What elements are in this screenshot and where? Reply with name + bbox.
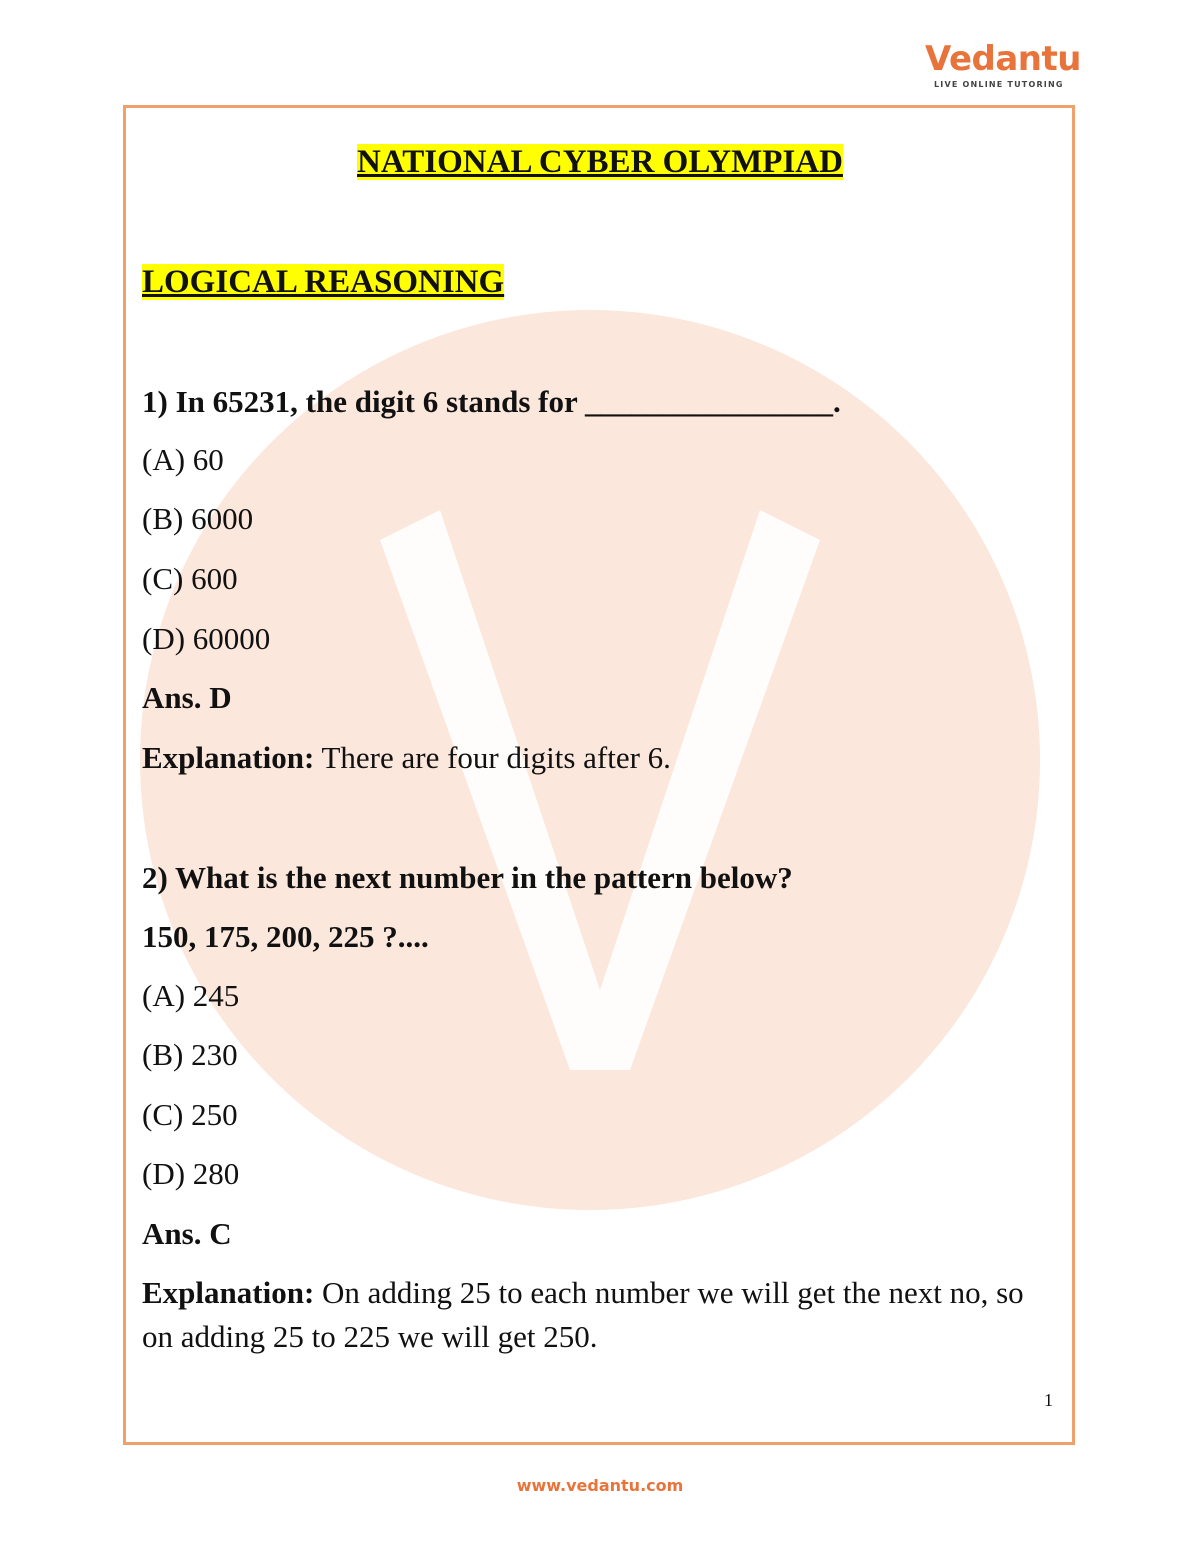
question-2-option-c: (C) 250 bbox=[142, 1097, 238, 1132]
question-1-option-c: (C) 600 bbox=[142, 561, 238, 596]
section-heading: LOGICAL REASONING bbox=[142, 264, 505, 300]
question-2-option-a: (A) 245 bbox=[142, 978, 240, 1013]
question-1-option-b: (B) 6000 bbox=[142, 501, 254, 536]
logo-wordmark: Vedantu bbox=[925, 39, 1081, 79]
explanation-text: There are four digits after 6. bbox=[314, 740, 671, 775]
question-2-sequence: 150, 175, 200, 225 ?.... bbox=[142, 919, 429, 954]
footer-url-link[interactable]: www.vedantu.com bbox=[516, 1476, 684, 1495]
question-2-explanation bbox=[142, 1271, 1062, 1359]
question-1-text: 1) In 65231, the digit 6 stands for ________________. bbox=[142, 384, 841, 419]
document-title: NATIONAL CYBER OLYMPIAD bbox=[357, 144, 843, 180]
question-2-answer: Ans. C bbox=[142, 1216, 232, 1251]
question-1-answer: Ans. D bbox=[142, 680, 232, 715]
page-number: 1 bbox=[1044, 1390, 1053, 1410]
question-1-explanation bbox=[142, 739, 671, 777]
logo-tagline: LIVE ONLINE TUTORING bbox=[934, 80, 1064, 89]
question-1-option-d: (D) 60000 bbox=[142, 621, 271, 656]
question-2-text: 2) What is the next number in the pattern below? bbox=[142, 860, 793, 895]
question-2-option-d: (D) 280 bbox=[142, 1156, 240, 1191]
vedantu-logo bbox=[925, 38, 1081, 94]
explanation-text: On adding 25 to each number we will get the next no, so on adding 25 to 225 we will get 250. bbox=[142, 1275, 1024, 1354]
section-heading-wrap bbox=[142, 262, 504, 302]
question-1-option-a: (A) 60 bbox=[142, 442, 224, 477]
question-2-option-b: (B) 230 bbox=[142, 1037, 238, 1072]
explanation-label: Explanation: bbox=[142, 1275, 315, 1310]
document-title-wrap bbox=[0, 142, 1200, 182]
explanation-label: Explanation: bbox=[142, 740, 315, 775]
